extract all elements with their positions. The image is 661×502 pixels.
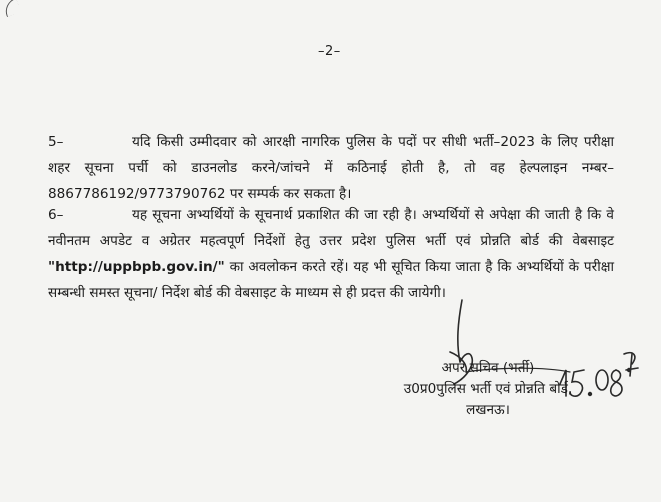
paragraph-number: 6– (48, 207, 64, 223)
paragraph-5 (48, 129, 614, 207)
signature-block (368, 358, 608, 421)
paragraph-6 (48, 202, 614, 306)
designation: अपर सचिव (भर्ती) (441, 360, 535, 376)
paragraph-text-after: का अवलोकन करते रहें। यह भी सूचित किया जाता है कि अभ्यर्थियों के परीक्षा सम्बन्धी समस्त सूचना/ निर्देश बोर्ड की वेबसाइट के माध्यम से ही प्रदत्त की जायेगी। (48, 259, 614, 301)
corner-mark (2, 0, 21, 17)
paragraph-number: 5– (48, 134, 64, 150)
paragraph-text: यदि किसी उम्मीदवार को आरक्षी नागरिक पुलिस के पदों पर सीधी भर्ती–2023 के लिए परीक्षा शहर सूचना पर्ची को डाउनलोड करने/जांचने में कठिनाई होती है, तो वह हेल्पलाइन नम्बर–8867786192/9773790762 पर सम्पर्क कर सकता है। (48, 134, 614, 202)
organization: उ0प्र0पुलिस भर्ती एवं प्रोन्नति बोर्ड, (403, 381, 573, 397)
page-number: –2– (318, 44, 341, 59)
website-url: "http://uppbpb.gov.in/" (48, 259, 225, 275)
city: लखनऊ। (466, 402, 510, 418)
paragraph-text-before: यह सूचना अभ्यर्थियों के सूचनार्थ प्रकाशित की जा रही है। अभ्यर्थियों से अपेक्षा की जाती है कि वे नवीनतम अपडेट व अग्रेतर महत्वपूर्ण निर्देशों हेतु उत्तर प्रदेश पुलिस भर्ती एवं प्रोन्नति बोर्ड की वेबसाइट (48, 207, 614, 249)
